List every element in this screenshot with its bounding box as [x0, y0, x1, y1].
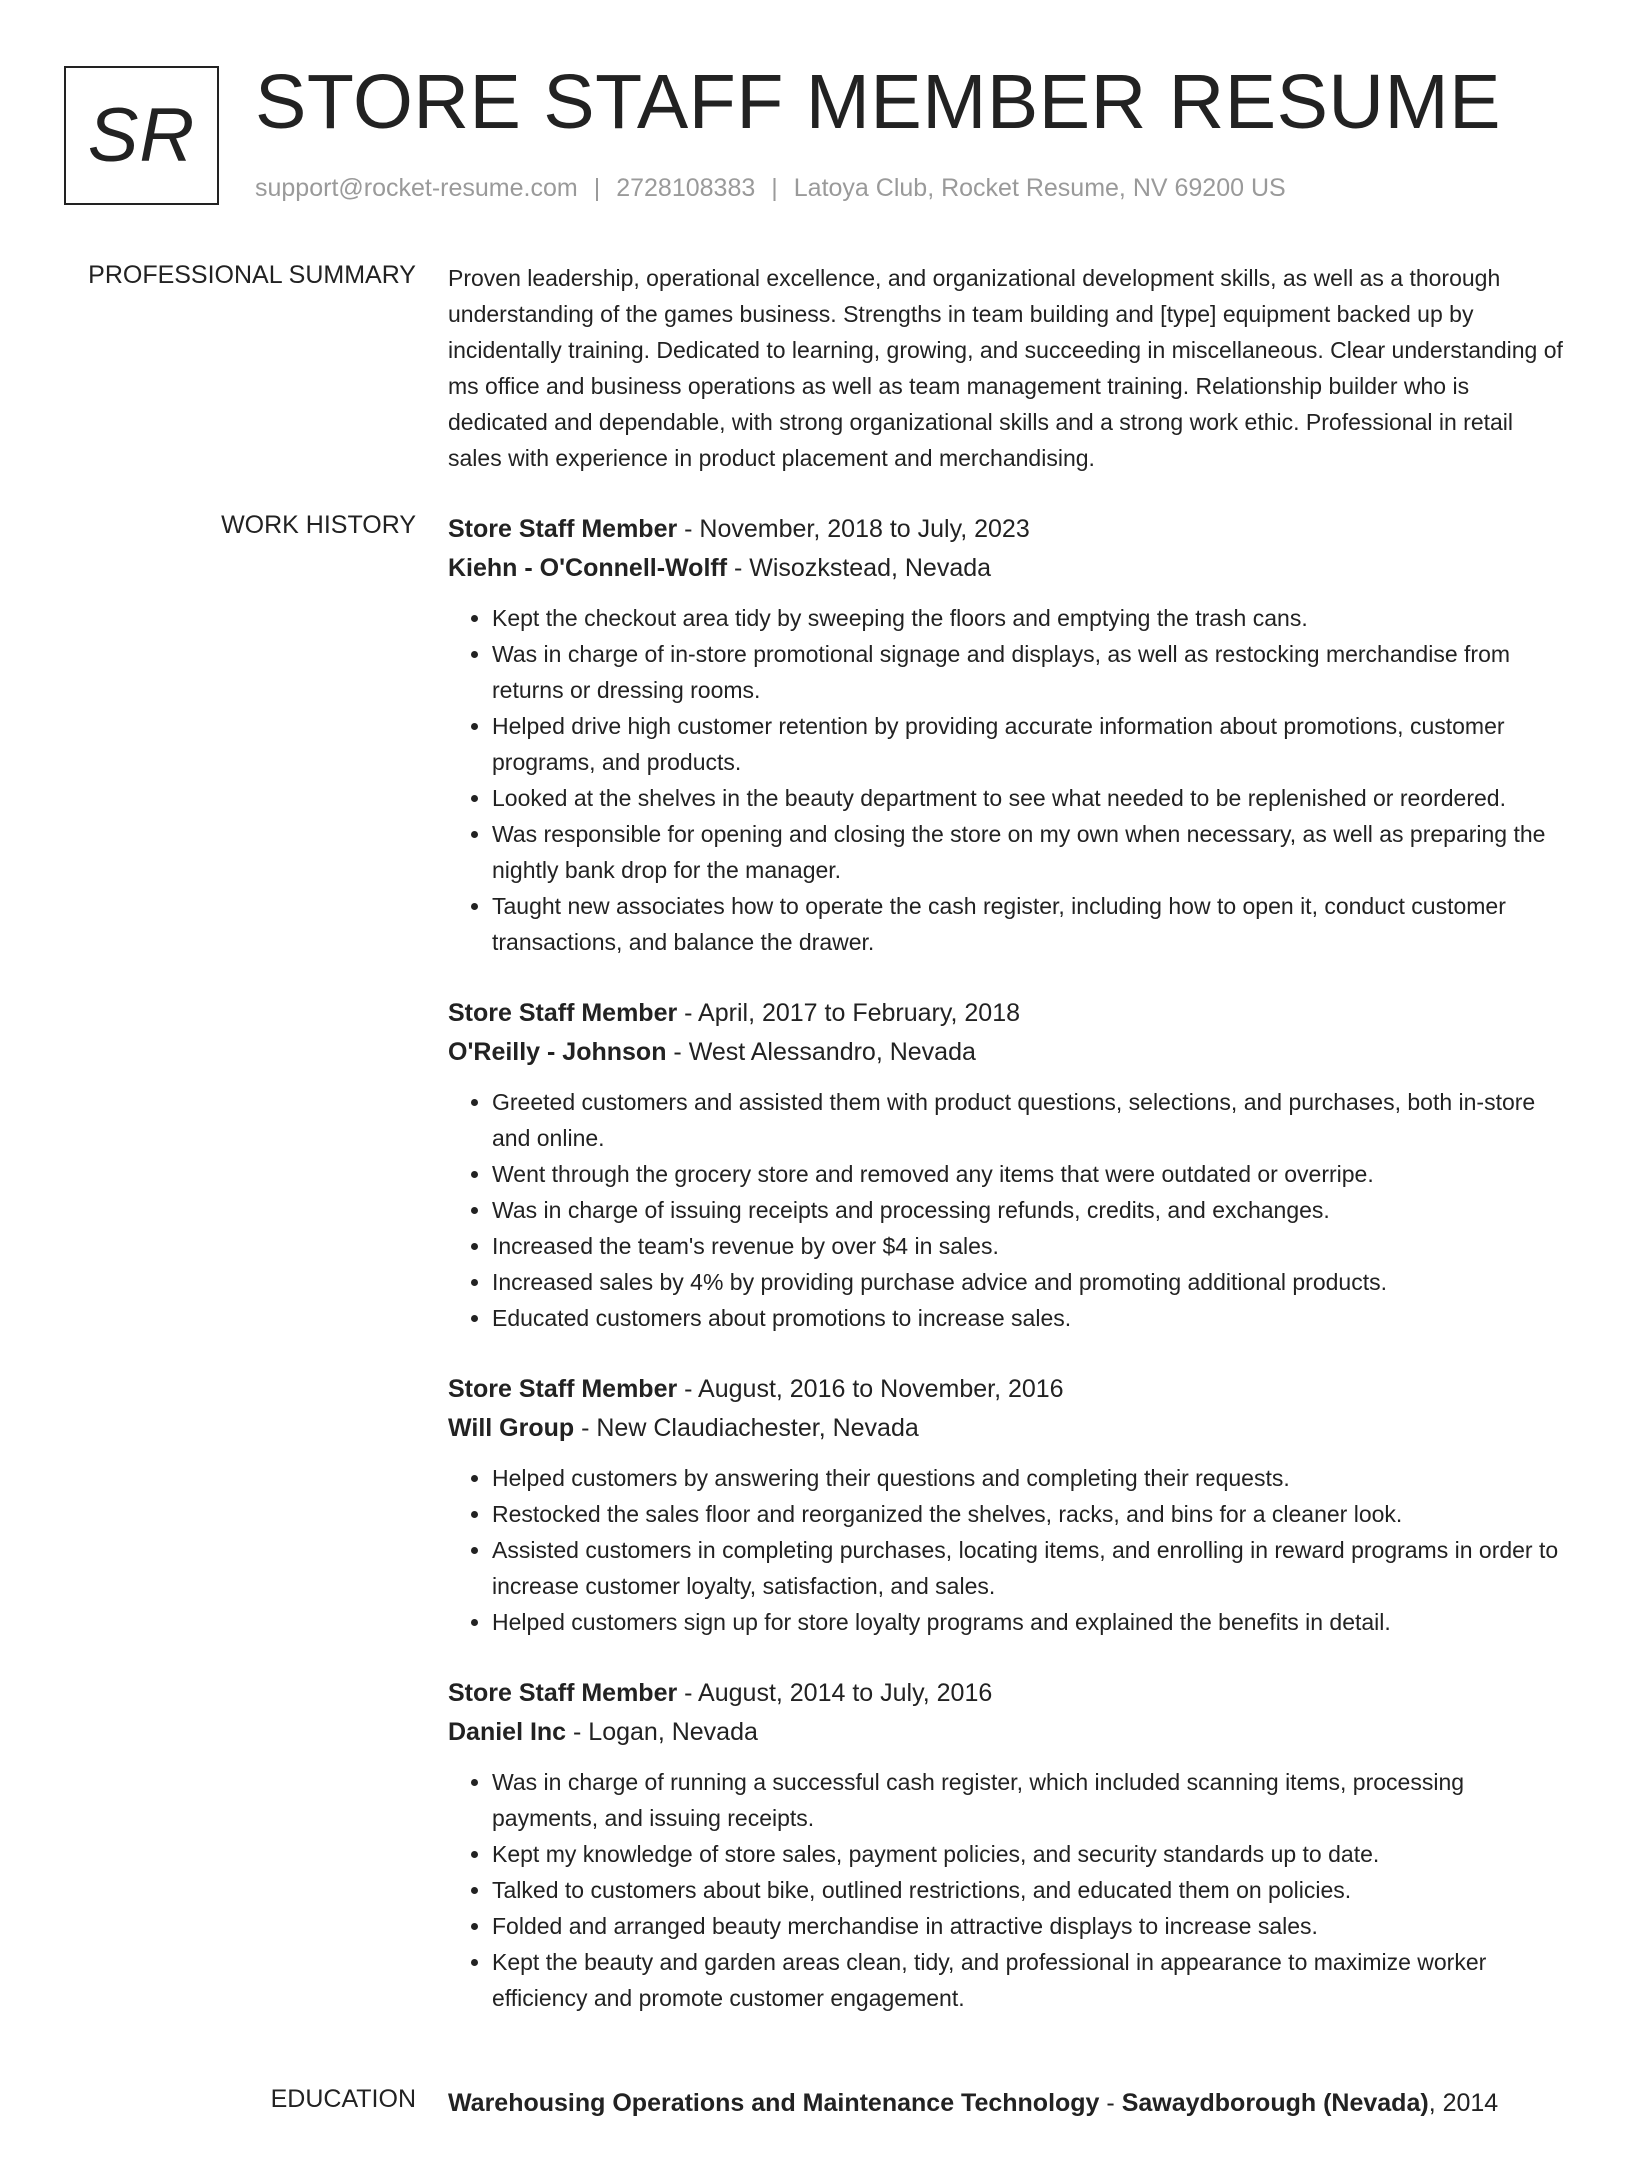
- section-label: EDUCATION: [270, 2085, 416, 2113]
- bullet-item: • Went through the grocery store and removed any items that were outdated or overripe.: [492, 1156, 1572, 1192]
- job-bullets: [448, 1764, 1572, 2016]
- bullet-item: • Assisted customers in completing purchases, locating items, and enrolling in reward programs in order to increase customer loyalty, satisfaction, and sales.: [492, 1532, 1572, 1604]
- bullet-item: • Kept my knowledge of store sales, payment policies, and security standards up to date.: [492, 1836, 1572, 1872]
- bullet-item: • Helped customers by answering their questions and completing their requests.: [492, 1460, 1572, 1496]
- job-company: Kiehn - O'Connell-Wolff: [448, 554, 728, 582]
- job-location: - Wisozkstead, Nevada: [727, 554, 992, 582]
- bullet-item: • Increased sales by 4% by providing purchase advice and promoting additional products.: [492, 1264, 1572, 1300]
- bullet-item: • Helped customers sign up for store loyalty programs and explained the benefits in detail.: [492, 1604, 1572, 1640]
- work-history-section: [64, 510, 1572, 2050]
- job-entry: [448, 994, 1572, 1336]
- section-body: [448, 510, 1572, 2050]
- job-title-line: [448, 994, 1572, 1033]
- job-company-line: [448, 1033, 1572, 1072]
- job-title-line: [448, 1370, 1572, 1409]
- page-title: STORE STAFF MEMBER RESUME: [255, 59, 1502, 145]
- bullet-item: • Increased the team's revenue by over $4 in sales.: [492, 1228, 1572, 1264]
- bullet-item: • Looked at the shelves in the beauty department to see what needed to be replenished or reordered.: [492, 780, 1572, 816]
- job-bullets: [448, 1084, 1572, 1336]
- contact-separator: |: [771, 174, 778, 202]
- resume-sections: [64, 260, 1572, 2157]
- job-bullets: [448, 1460, 1572, 1640]
- summary-text: Proven leadership, operational excellence, and organizational development skills, as well as a thorough understanding of the games business. Strengths in team building and [type] equipment backed up by incidentally training. Dedicated to learning, growing, and succeeding in miscellaneous. Clear understanding of ms office and business operations as well as team management training. Relationship builder who is dedicated and dependable, with strong organizational skills and a strong work ethic. Professional in retail sales with experience in product placement and merchandising.: [448, 265, 1563, 471]
- job-company: O'Reilly - Johnson: [448, 1038, 667, 1066]
- bullet-item: • Talked to customers about bike, outlined restrictions, and educated them on policies.: [492, 1872, 1572, 1908]
- job-company-line: [448, 1409, 1572, 1448]
- job-location: - Logan, Nevada: [566, 1718, 758, 1746]
- job-dates: - April, 2017 to February, 2018: [677, 999, 1021, 1027]
- job-title: Store Staff Member: [448, 1679, 678, 1707]
- bullet-item: • Kept the beauty and garden areas clean, tidy, and professional in appearance to maximize worker efficiency and promote customer engagement.: [492, 1944, 1572, 2016]
- contact-address: Latoya Club, Rocket Resume, NV 69200 US: [793, 174, 1286, 202]
- monogram-logo: SR: [64, 66, 219, 205]
- bullet-item: • Was in charge of running a successful cash register, which included scanning items, processing payments, and issuing receipts.: [492, 1764, 1572, 1836]
- bullet-item: • Was in charge of issuing receipts and processing refunds, credits, and exchanges.: [492, 1192, 1572, 1228]
- job-bullets: [448, 600, 1572, 960]
- contact-phone: 2728108383: [616, 174, 756, 202]
- job-company-line: [448, 1713, 1572, 1752]
- job-location: - New Claudiachester, Nevada: [574, 1414, 919, 1442]
- job-title-line: [448, 510, 1572, 549]
- section-body: [448, 260, 1572, 476]
- bullet-item: • Restocked the sales floor and reorganized the shelves, racks, and bins for a cleaner look.: [492, 1496, 1572, 1532]
- education-school: Sawaydborough (Nevada): [1121, 2089, 1429, 2117]
- job-dates: - November, 2018 to July, 2023: [677, 515, 1030, 543]
- job-title-line: [448, 1674, 1572, 1713]
- job-location: - West Alessandro, Nevada: [666, 1038, 976, 1066]
- contact-line: [255, 174, 1286, 203]
- bullet-item: • Helped drive high customer retention by providing accurate information about promotions, customer programs, and products.: [492, 708, 1572, 780]
- education-section: [64, 2084, 1572, 2123]
- contact-separator: |: [593, 174, 601, 202]
- bullet-item: • Was in charge of in-store promotional signage and displays, as well as restocking merchandise from returns or dressing rooms.: [492, 636, 1572, 708]
- professional-summary-section: [64, 260, 1572, 476]
- bullet-item: • Kept the checkout area tidy by sweeping the floors and emptying the trash cans.: [492, 600, 1572, 636]
- job-company-line: [448, 549, 1572, 588]
- section-label: PROFESSIONAL SUMMARY: [88, 261, 416, 289]
- job-company: Daniel Inc: [448, 1718, 567, 1746]
- job-entry: [448, 510, 1572, 960]
- job-title: Store Staff Member: [448, 1375, 678, 1403]
- job-dates: - August, 2014 to July, 2016: [677, 1679, 993, 1707]
- job-dates: - August, 2016 to November, 2016: [677, 1375, 1064, 1403]
- education-degree: Warehousing Operations and Maintenance Technology: [448, 2089, 1100, 2117]
- job-title: Store Staff Member: [448, 515, 678, 543]
- bullet-item: • Taught new associates how to operate the cash register, including how to open it, conduct customer transactions, and balance the drawer.: [492, 888, 1572, 960]
- contact-email: support@rocket-resume.com: [255, 174, 578, 202]
- job-title: Store Staff Member: [448, 999, 678, 1027]
- bullet-item: • Folded and arranged beauty merchandise in attractive displays to increase sales.: [492, 1908, 1572, 1944]
- bullet-item: • Was responsible for opening and closing the store on my own when necessary, as well as preparing the nightly bank drop for the manager.: [492, 816, 1572, 888]
- education-year: 2014: [1442, 2089, 1499, 2117]
- job-entry: [448, 1370, 1572, 1640]
- bullet-item: • Greeted customers and assisted them with product questions, selections, and purchases, both in-store and online.: [492, 1084, 1572, 1156]
- resume-header: [64, 59, 1572, 210]
- section-label: WORK HISTORY: [221, 511, 416, 539]
- job-entry: [448, 1674, 1572, 2016]
- job-company: Will Group: [448, 1414, 575, 1442]
- education-line: Warehousing Operations and Maintenance Technology - Sawaydborough (Nevada), 2014: [448, 2089, 1499, 2117]
- bullet-item: • Educated customers about promotions to increase sales.: [492, 1300, 1572, 1336]
- section-body: [448, 2084, 1572, 2123]
